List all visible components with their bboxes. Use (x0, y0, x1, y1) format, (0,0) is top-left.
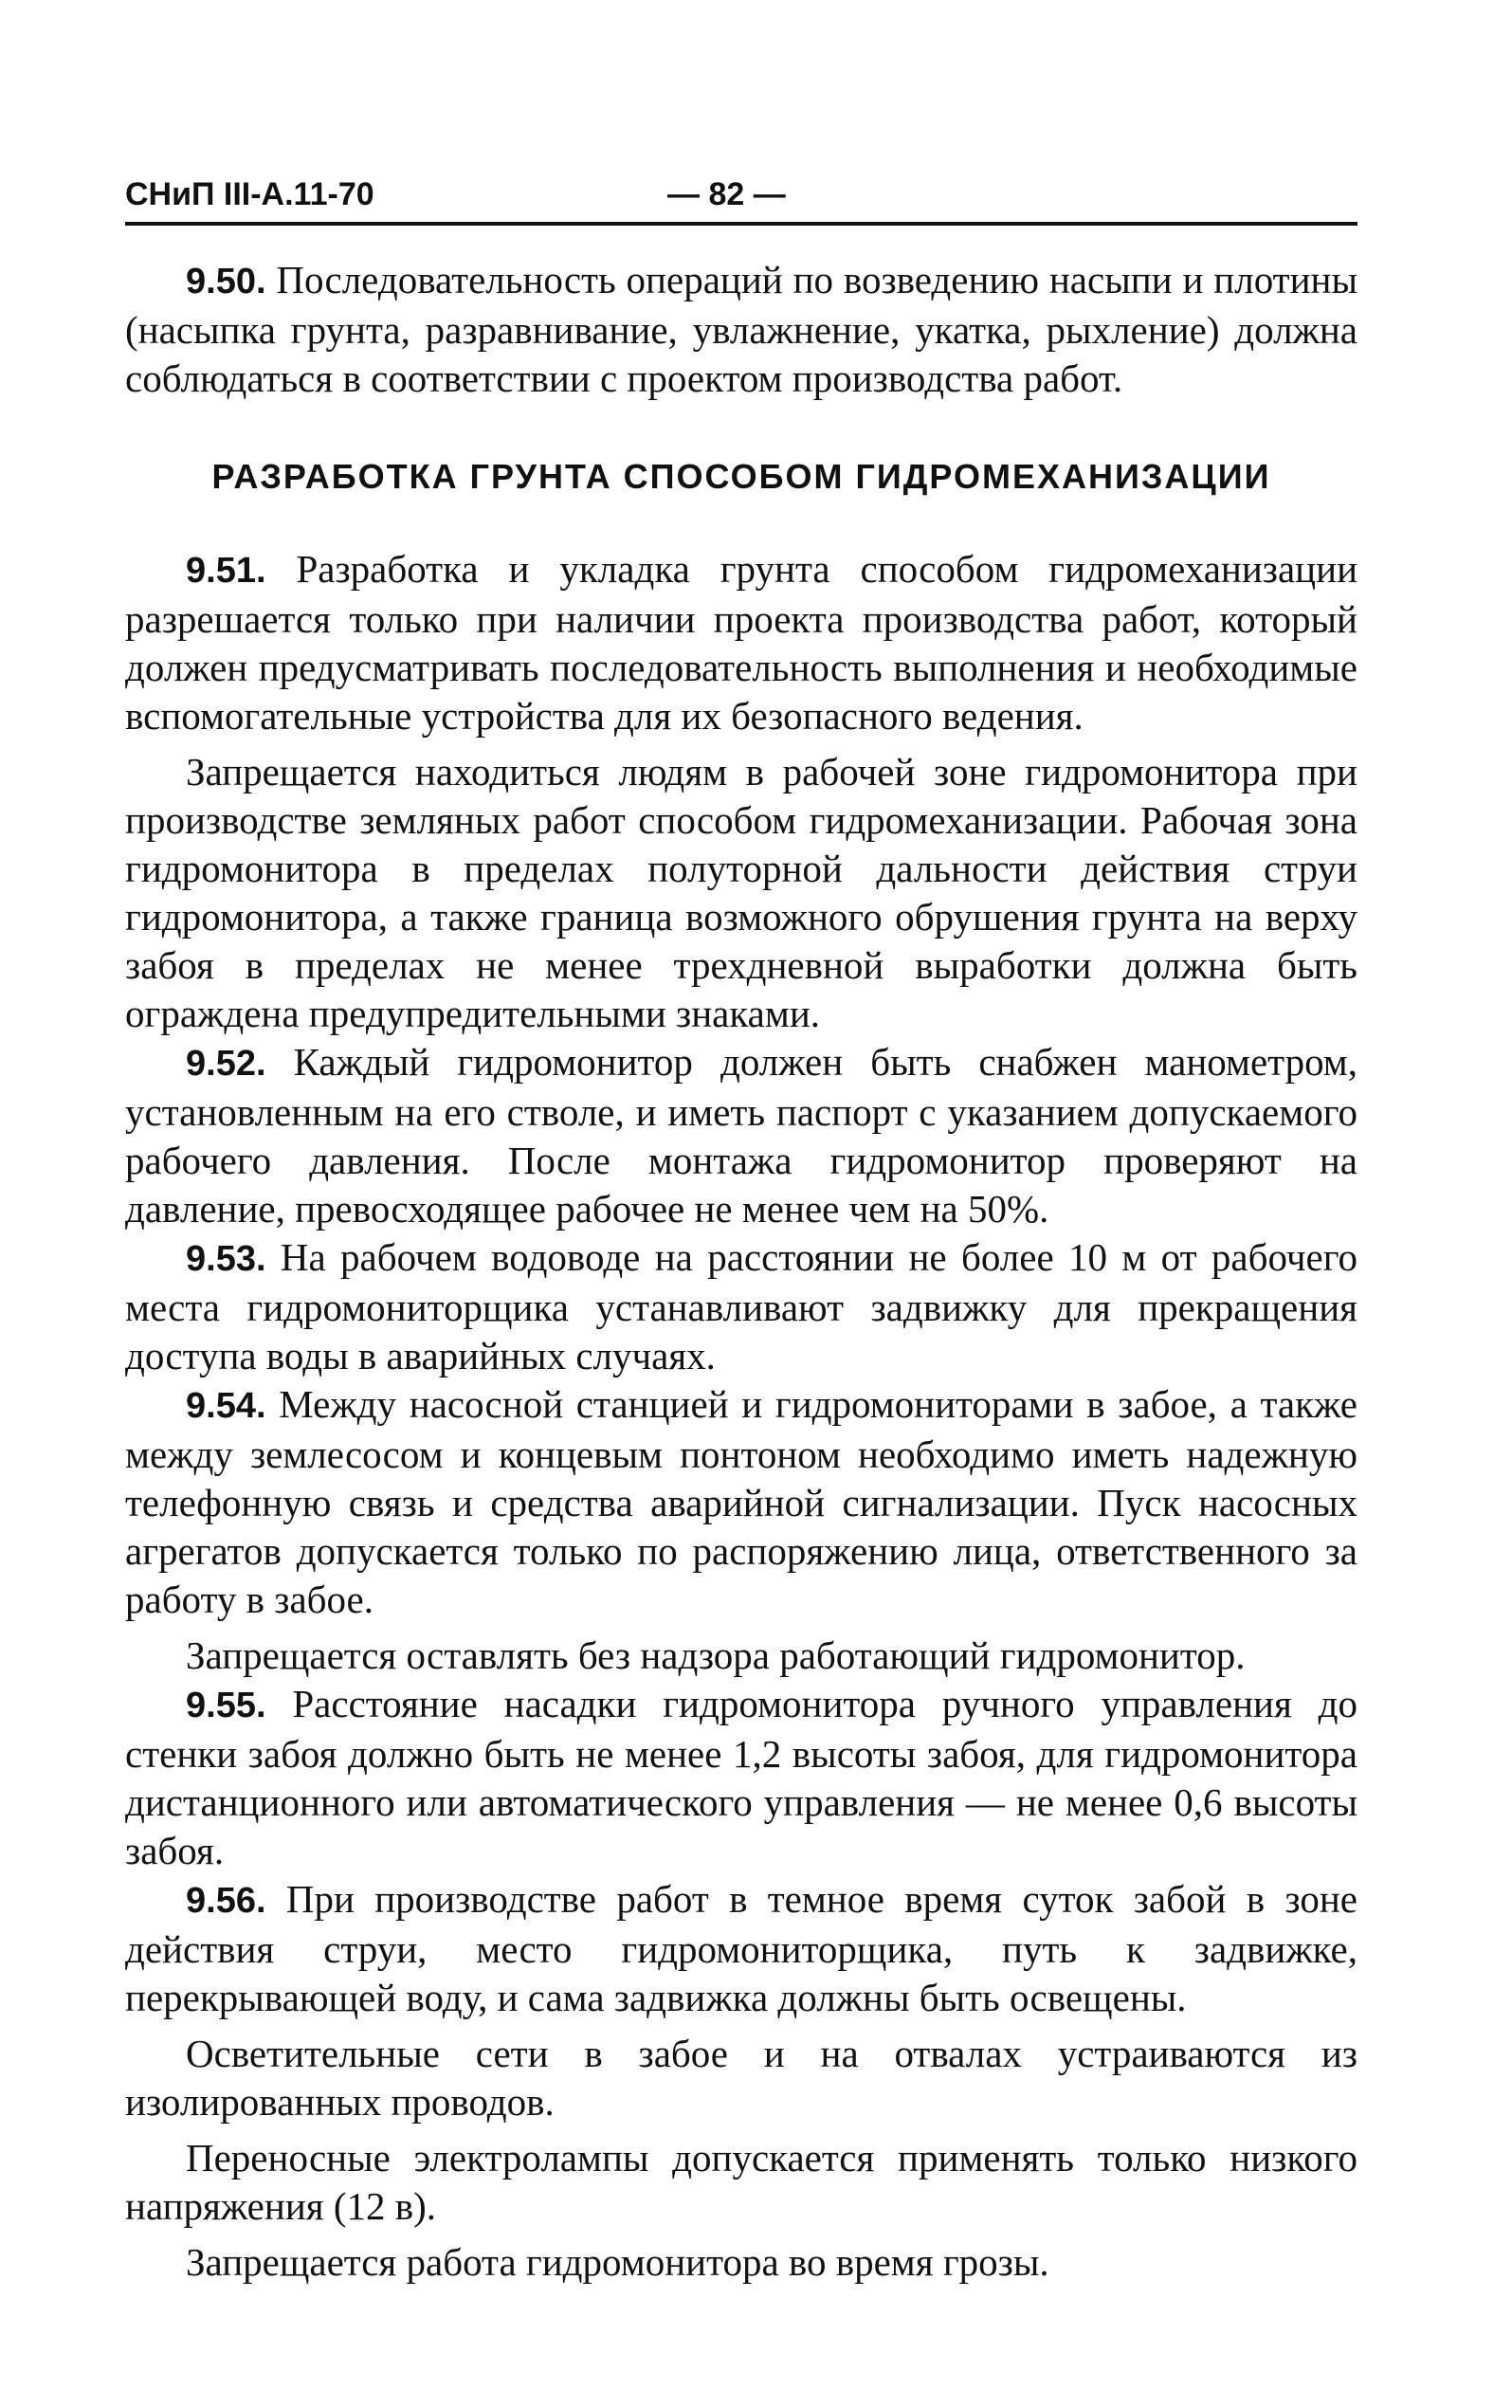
clause-text: Последовательность операций по возведению насыпи и плотины (насыпка грунта, разравнивание, увлажнение, укатка, рыхление) должна соблюдаться в соответствии с проектом производства работ. (125, 258, 1357, 400)
clause-9-50 (125, 256, 1357, 403)
clause-9-55 (125, 1680, 1357, 1875)
clause-text: Запрещается оставлять без надзора работающий гидромонитор. (186, 1633, 1246, 1677)
clause-9-56-continuation (125, 2238, 1357, 2287)
clause-text: Расстояние насадки гидромонитора ручного управления до стенки забоя должно быть не менее 1,2 высоты забоя, для гидромонитора дистанционного или автоматического управления — не менее 0,6 высоты забоя. (125, 1682, 1358, 1872)
clause-number: 9.52. (186, 1044, 266, 1084)
clause-number: 9.56. (186, 1881, 266, 1921)
clause-number: 9.54. (186, 1386, 266, 1426)
clause-9-53 (125, 1233, 1357, 1380)
clause-text: На рабочем водоводе на расстоянии не более 10 м от рабочего места гидромониторщика устанавливают задвижку для прекращения доступа воды в аварийных случаях. (125, 1235, 1357, 1377)
document-code: СНиП III-А.11-70 (125, 176, 374, 212)
clause-text: Переносные электролампы допускается применять только низкого напряжения (12 в). (125, 2136, 1357, 2228)
clause-text: Разработка и укладка грунта способом гидромеханизации разрешается только при наличии проекта производства работ, который должен предусматривать последовательность выполнения и необходимые вспомогательные устройства для их безопасного ведения. (125, 547, 1358, 738)
clause-9-54-continuation (125, 1632, 1357, 1680)
clause-9-56 (125, 1875, 1357, 2022)
clause-text: Запрещается находиться людям в рабочей зоне гидромонитора при производстве земляных работ способом гидромеханизации. Рабочая зона гидромонитора в пределах полуторной дальности действия струи гидромонитора, а также граница возможного обрушения грунта на верху забоя в пределах не менее трехдневной выработки должна быть ограждена предупредительными знаками. (125, 750, 1357, 1035)
clause-number: 9.50. (186, 262, 266, 301)
clause-9-51 (125, 545, 1357, 740)
document-body (125, 256, 1357, 2287)
clause-text: Каждый гидромонитор должен быть снабжен манометром, установленным на его стволе, и иметь паспорт с указанием допускаемого рабочего давления. После монтажа гидромонитор проверяют на давление, превосходящее рабочее не менее чем на 50%. (125, 1040, 1358, 1231)
running-header (125, 171, 1357, 228)
clause-9-52 (125, 1038, 1357, 1233)
header-rule (125, 222, 1357, 226)
clause-number: 9.55. (186, 1686, 266, 1725)
clause-text: Осветительные сети в забое и на отвалах устраиваются из изолированных проводов. (125, 2032, 1357, 2124)
section-heading: РАЗРАБОТКА ГРУНТА СПОСОБОМ ГИДРОМЕХАНИЗАЦИИ (211, 457, 1271, 496)
clause-number: 9.53. (186, 1239, 266, 1279)
clause-9-54 (125, 1380, 1357, 1624)
clause-9-56-continuation (125, 2134, 1357, 2231)
clause-text: Запрещается работа гидромонитора во время грозы. (186, 2240, 1049, 2284)
clause-text: Между насосной станцией и гидромониторами в забое, а также между землесосом и концевым понтоном необходимо иметь надежную телефонную связь и средства аварийной сигнализации. Пуск насосных агрегатов допускается только по распоряжению лица, ответственного за работу в забое. (125, 1382, 1357, 1621)
clause-9-56-continuation (125, 2030, 1357, 2126)
clause-9-51-continuation (125, 748, 1357, 1038)
clause-text: При производстве работ в темное время суток забой в зоне действия струи, место гидромониторщика, путь к задвижке, перекрывающей воду, и сама задвижка должны быть освещены. (125, 1877, 1358, 2019)
page-number: — 82 — (667, 176, 786, 212)
clause-number: 9.51. (186, 551, 266, 591)
document-page (125, 171, 1357, 2287)
